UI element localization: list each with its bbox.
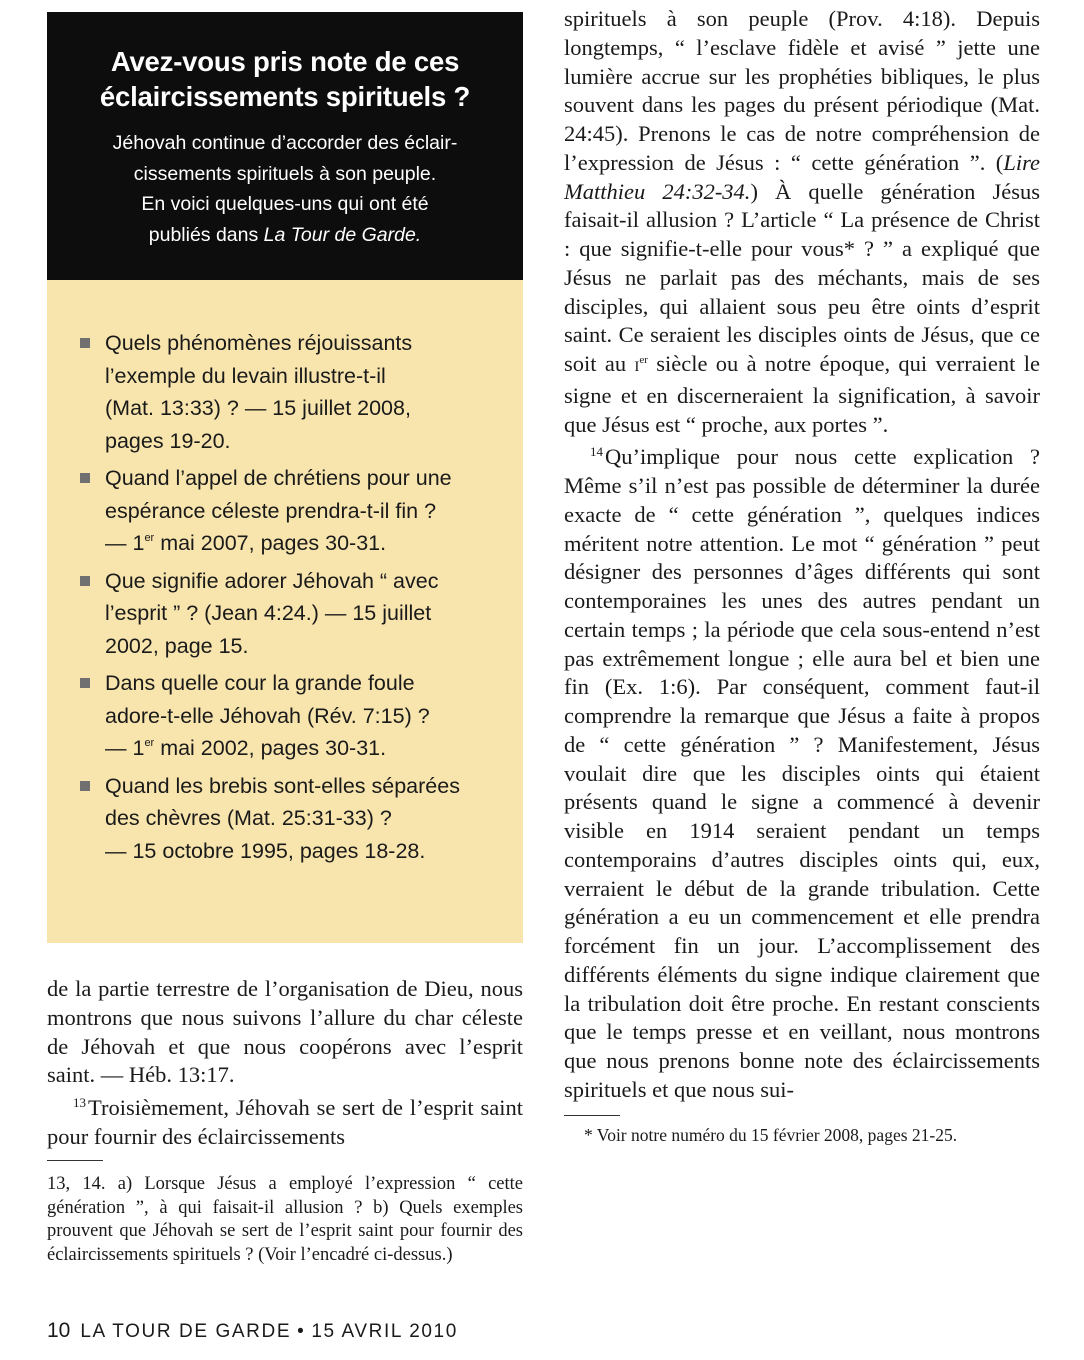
page-footer bbox=[47, 1319, 458, 1343]
square-bullet-icon bbox=[80, 338, 90, 348]
square-bullet-icon bbox=[80, 473, 90, 483]
box-intro bbox=[71, 128, 499, 250]
reference-item: Dans quelle cour la grande foule adore-t-elle Jéhovah (Rév. 7:15) ? — 1er mai 2002, pages 30-31. bbox=[80, 667, 501, 765]
box-title-line-1: Avez-vous pris note de ces bbox=[110, 46, 460, 77]
questions-divider bbox=[47, 1160, 103, 1161]
box-intro-line-1: Jéhovah continue d’accorder des éclair- bbox=[112, 132, 458, 154]
paragraph-number: 13 bbox=[73, 1095, 86, 1111]
reference-item: Quand les brebis sont-elles séparées des chèvres (Mat. 25:31-33) ? — 15 octobre 1995, pages 18-28. bbox=[80, 770, 501, 868]
box-intro-line-2: cissements spirituels à son peuple. bbox=[133, 162, 437, 185]
reference-item: Quels phénomènes réjouissants l’exemple du levain illustre-t-il (Mat. 13:33) ? — 15 juillet 2008, pages 19-20. bbox=[80, 327, 501, 457]
reference-item: Que signifie adorer Jéhovah “ avec l’esprit ” ? (Jean 4:24.) — 15 juillet 2002, page 15. bbox=[80, 565, 501, 663]
magazine-title: La Tour de Garde. bbox=[263, 223, 422, 246]
paragraph-13-continued: spirituels à son peuple (Prov. 4:18). Depuis longtemps, “ l’esclave fidèle et avisé ” jette une lumière accrue sur les prophéties bibliques, le plus souvent dans les pages du présent périodique (Mat. 24:45). Prenons le cas de notre compréhension de l’expression de Jésus : “ cette génération ”. (Lire Matthieu 24:32-34.) À quelle génération Jésus faisait-il allusion ? L’article “ La présence de Christ : que signifie-t-elle pour vous* ? ” a expliqué que Jésus ne parlait pas des méchants, mais de ses disciples, qui allaient sous peu être oints d’esprit saint. Ce seraient les disciples oints de Jésus, que ce soit au Ier siècle ou à notre époque, qui verraient le signe et en discerneraient la signification, à savoir que Jésus est “ proche, aux portes ”. bbox=[564, 6, 1040, 437]
square-bullet-icon bbox=[80, 678, 90, 688]
highlight-box bbox=[47, 12, 523, 943]
issue-date: 15 AVRIL 2010 bbox=[311, 1321, 458, 1342]
page-number: 10 bbox=[47, 1319, 71, 1342]
box-title-line-2: éclaircissements spirituels ? bbox=[99, 81, 471, 112]
right-column bbox=[564, 5, 1040, 1146]
box-intro-line-3: En voici quelques-uns qui ont été bbox=[141, 193, 429, 215]
separator-dot: • bbox=[297, 1321, 306, 1342]
study-questions: 13, 14. a) Lorsque Jésus a employé l’expression “ cette génération ”, à qui faisait-il allusion ? b) Quels exemples prouvent que Jéhovah se sert de l’esprit saint pour fournir des éclaircissements spirituels ? (Voir l’encadré ci-dessus.) bbox=[47, 1174, 523, 1265]
publication-name: LA TOUR DE GARDE bbox=[80, 1321, 292, 1342]
box-intro-line-4: publiés dans bbox=[148, 223, 264, 246]
square-bullet-icon bbox=[80, 781, 90, 791]
footnote-divider bbox=[564, 1115, 620, 1116]
paragraph-12-end: de la partie terrestre de l’organisation de Dieu, nous montrons que nous suivons l’allure du char céleste de Jéhovah et que nous coopérons avec l’esprit saint. — Héb. 13:17. bbox=[47, 976, 523, 1088]
reference-list bbox=[80, 327, 501, 867]
paragraph-number: 14 bbox=[590, 444, 603, 460]
left-column bbox=[47, 975, 523, 1152]
box-body bbox=[47, 280, 523, 943]
paragraph-13-start: $^{13}$Troisièmement, Jéhovah se sert de l’esprit saint pour fournir des éclaircissements bbox=[47, 1095, 523, 1149]
reference-item: Quand l’appel de chrétiens pour une espérance céleste prendra-t-il fin ? — 1er mai 2007, pages 30-31. bbox=[80, 462, 501, 560]
box-header bbox=[47, 12, 523, 280]
square-bullet-icon bbox=[80, 576, 90, 586]
scripture-reference: Lire Matthieu 24:32-34. bbox=[564, 149, 1040, 204]
paragraph-14: $^{14}$Qu’implique pour nous cette explication ? Même s’il n’est pas possible de déterminer la durée exacte de “ cette génération ”, quelques indices méritent notre attention. Le mot “ génération ” peut désigner des personnes d’âges différents qui sont contemporaines les unes des autres pendant un certain temps ; la période que cela sous-entend n’est pas extrêmement longue ; elle aura bel et bien une fin (Ex. 1:6). Par conséquent, comment faut-il comprendre la remarque que Jésus a faite à propos de “ cette génération ” ? Manifestement, Jésus voulait dire que les disciples oints qui étaient présents quand le signe a commencé à devenir visible en 1914 seraient pendant un temps contemporains d’autres disciples oints qui, eux, verraient le début de la grande tribulation. Cette génération a eu un commencement et elle prendra forcément fin un jour. L’accomplissement des différents éléments du signe indique clairement que la tribulation doit être proche. En restant conscients que le temps presse et en veillant, nous montrons que nous prenons bonne note des éclaircissements spirituels et que nous sui- bbox=[564, 444, 1040, 1102]
box-title bbox=[71, 44, 499, 114]
footnote: * Voir notre numéro du 15 février 2008, pages 21-25. bbox=[584, 1124, 958, 1145]
